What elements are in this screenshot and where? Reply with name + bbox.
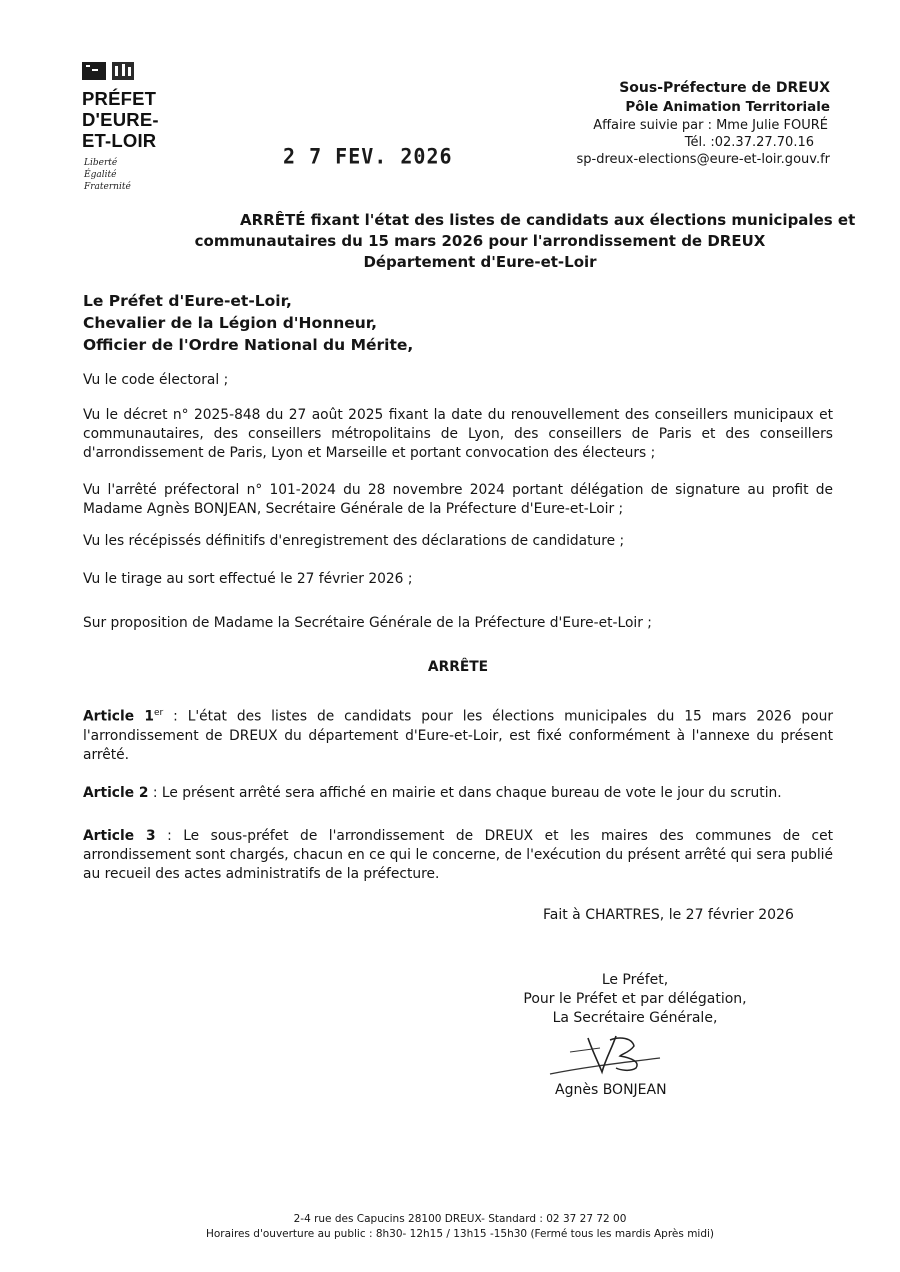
arrete-heading: ARRÊTE xyxy=(427,659,489,675)
signature-line-2: Pour le Préfet et par délégation, xyxy=(523,991,747,1007)
logo-line-2: D'EURE- xyxy=(82,109,159,130)
visa-5: Vu le tirage au sort effectué le 27 février 2026 ; xyxy=(83,571,413,587)
article-3-label: Article 3 xyxy=(83,828,156,844)
office-name: Sous-Préfecture de DREUX xyxy=(619,80,830,96)
prefet-title-3: Officier de l'Ordre National du Mérite, xyxy=(83,336,414,354)
article-1 xyxy=(83,704,833,765)
marianne-logo-icon xyxy=(82,62,134,80)
signature-line-3: La Secrétaire Générale, xyxy=(552,1010,718,1026)
signature-line-1: Le Préfet, xyxy=(601,972,669,988)
office-email[interactable]: sp-dreux-elections@eure-et-loir.gouv.fr xyxy=(576,152,830,167)
article-1-label: Article 1 xyxy=(83,708,154,725)
motto-egalite: Égalité xyxy=(84,170,117,180)
prefet-title-1: Le Préfet d'Eure-et-Loir, xyxy=(83,292,292,310)
article-2 xyxy=(83,784,833,803)
visa-1: Vu le code électoral ; xyxy=(83,372,229,388)
proposition: Sur proposition de Madame la Secrétaire Générale de la Préfecture d'Eure-et-Loir ; xyxy=(83,615,652,631)
footer-hours: Horaires d'ouverture au public : 8h30- 12h15 / 13h15 -15h30 (Fermé tous les mardis Après midi) xyxy=(205,1228,715,1240)
visa-3: Vu l'arrêté préfectoral n° 101-2024 du 28 novembre 2024 portant délégation de signature au profit de Madame Agnès BONJEAN, Secrétaire Générale de la Préfecture d'Eure-et-Loir ; xyxy=(83,482,833,517)
office-department: Pôle Animation Territoriale xyxy=(625,99,830,115)
title-line-3: Département d'Eure-et-Loir xyxy=(363,253,597,271)
article-2-text: : Le présent arrêté sera affiché en mairie et dans chaque bureau de vote le jour du scrutin. xyxy=(148,785,782,801)
signer-name: Agnès BONJEAN xyxy=(555,1082,667,1098)
article-1-sup: er xyxy=(154,708,164,718)
prefet-titles xyxy=(83,290,413,356)
decree-title xyxy=(120,210,856,273)
office-phone: Tél. :02.37.27.70.16 xyxy=(684,135,814,150)
prefet-title-2: Chevalier de la Légion d'Honneur, xyxy=(83,314,378,332)
visa-2: Vu le décret n° 2025-848 du 27 août 2025 fixant la date du renouvellement des conseillers municipaux et communautaires, des conseillers métropolitains de Lyon, des conseillers de Paris et des conseillers d'arrondissement de Paris, Lyon et Marseille et portant convocation des électeurs ; xyxy=(83,407,833,461)
logo-line-3: ET-LOIR xyxy=(82,130,157,151)
fait-a: Fait à CHARTRES, le 27 février 2026 xyxy=(543,907,794,923)
title-line-2: communautaires du 15 mars 2026 pour l'arrondissement de DREUX xyxy=(194,232,766,250)
logo-line-1: PRÉFET xyxy=(82,88,157,109)
article-3-text: : Le sous-préfet de l'arrondissement de DREUX et les maires des communes de cet arrondissement sont chargés, chacun en ce qui le concerne, de l'exécution du présent arrêté qui sera publié au recueil des actes administratifs de la préfecture. xyxy=(83,828,833,882)
handwritten-signature-icon xyxy=(540,1028,690,1086)
motto-liberte: Liberté xyxy=(84,158,118,168)
title-line-1: ARRÊTÉ fixant l'état des listes de candidats aux élections municipales et xyxy=(240,211,856,229)
visa-4: Vu les récépissés définitifs d'enregistrement des déclarations de candidature ; xyxy=(83,533,625,549)
article-1-text: : L'état des listes de candidats pour les élections municipales du 15 mars 2026 pour l'arrondissement de DREUX du département d'Eure-et-Loir, est fixé conformément à l'annexe du présent arrêté. xyxy=(83,708,834,763)
footer-address: 2-4 rue des Capucins 28100 DREUX- Standard : 02 37 27 72 00 xyxy=(293,1213,627,1225)
motto-fraternite: Fraternité xyxy=(84,182,131,192)
article-2-label: Article 2 xyxy=(83,785,149,801)
office-contact: Affaire suivie par : Mme Julie FOURÉ xyxy=(593,118,828,133)
signature-block xyxy=(500,971,770,1028)
article-3 xyxy=(83,827,833,884)
received-date-stamp: 2 7 FEV. 2026 xyxy=(283,143,453,169)
footer xyxy=(100,1212,820,1242)
